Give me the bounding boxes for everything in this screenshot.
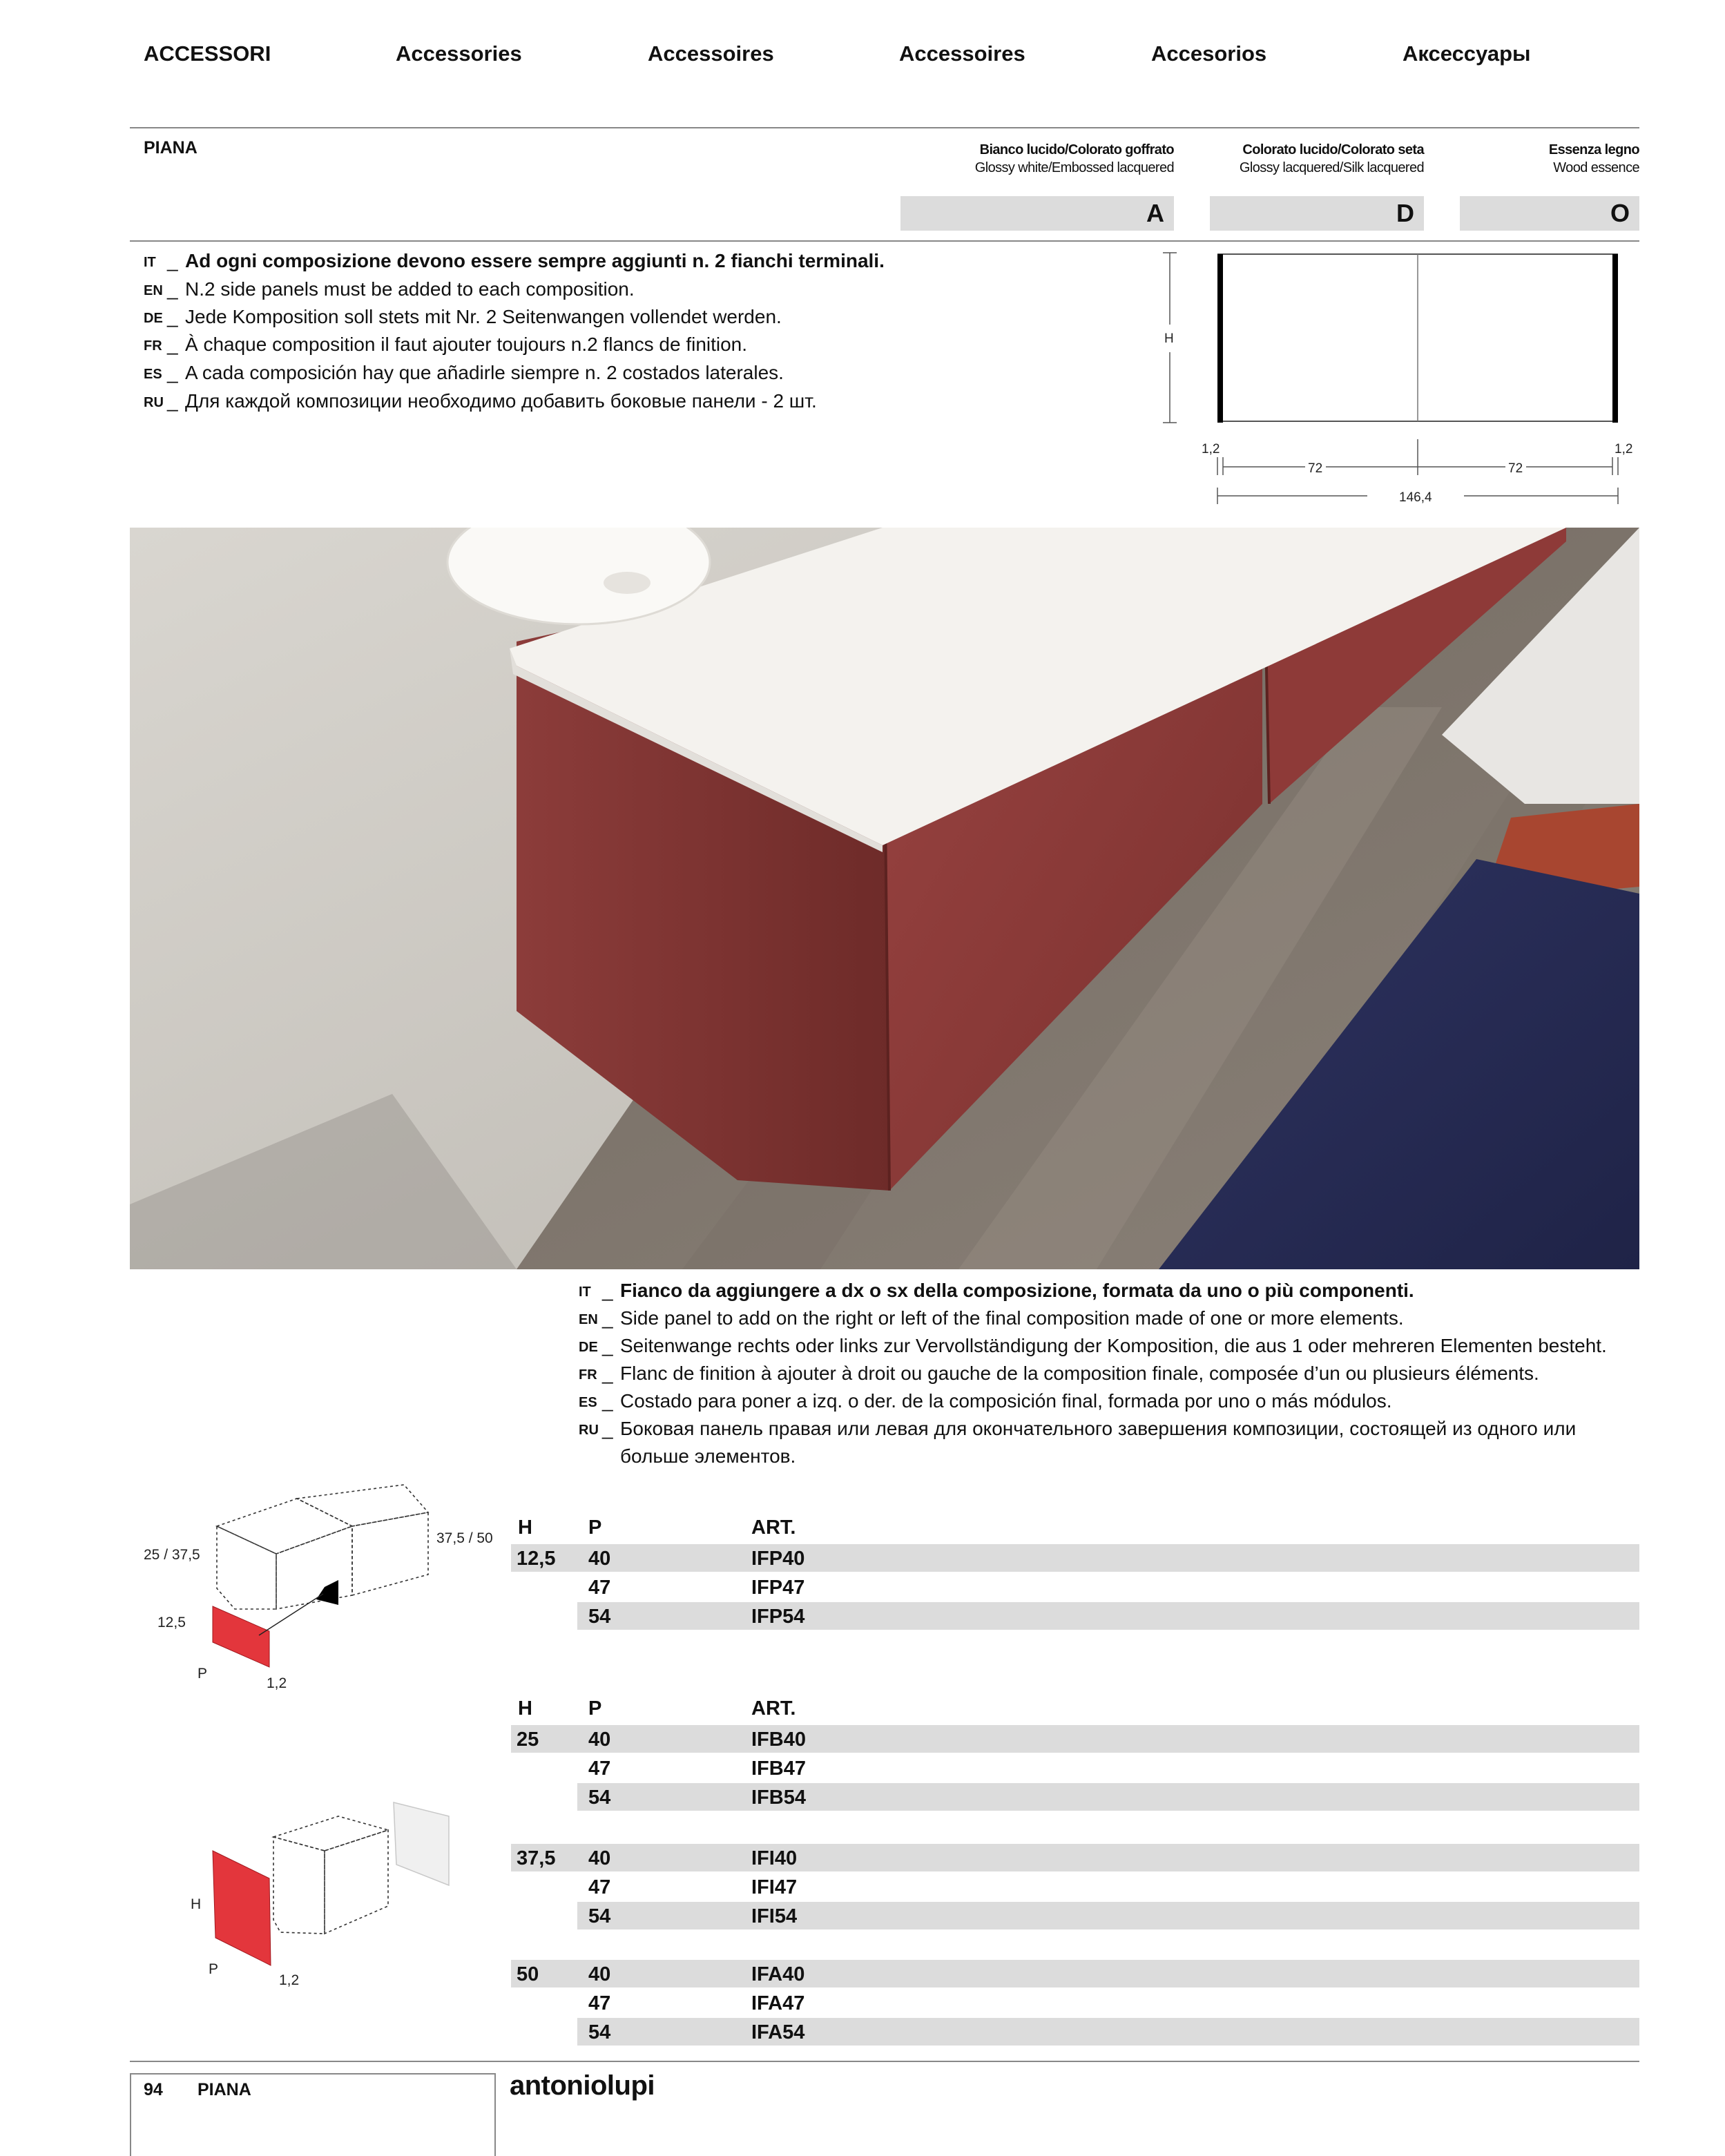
cell-art: IFB54 <box>751 1787 806 1809</box>
dim-right-h: 37,5 / 50 <box>436 1530 493 1546</box>
cell-p: 40 <box>588 1847 611 1869</box>
footer-box <box>130 2073 496 2156</box>
dim-p: P <box>197 1666 208 1682</box>
table-row <box>577 2018 1639 2046</box>
note-mid-ru: RU _ Боковая панель правая или левая для окончательного завершения композиции, состоящей из одного или <box>579 1415 1576 1444</box>
cell-p: 54 <box>588 1905 611 1927</box>
cell-p: 54 <box>588 1606 611 1628</box>
table1-header-art: ART. <box>751 1517 796 1539</box>
cell-art: IFI54 <box>751 1905 798 1927</box>
page-number: 94 <box>144 2080 163 2099</box>
dim-right-side: 1,2 <box>1615 442 1633 456</box>
product-name: PIANA <box>144 138 197 157</box>
finish-o-subtitle: Wood essence <box>1553 160 1639 175</box>
finish-d-code: D <box>1210 196 1424 231</box>
cell-art: IFP40 <box>751 1548 805 1570</box>
finish-d-subtitle: Glossy lacquered/Silk lacquered <box>1239 160 1424 175</box>
table-row <box>577 1989 1639 2017</box>
table2-header-p: P <box>588 1697 602 1720</box>
header-lang-it: ACCESSORI <box>144 41 271 66</box>
table1-header-p: P <box>588 1517 602 1539</box>
note-text: Seitenwange rechts oder links zur Vervollständigung der Komposition, die aus 1 oder mehreren Elementen besteht. <box>620 1335 1607 1356</box>
divider-footer <box>130 2061 1639 2062</box>
note-text: Costado para poner a izq. o der. de la composición final, formada por uno o más módulos. <box>620 1390 1392 1412</box>
finish-a-label <box>898 141 1174 177</box>
note-mid-de: DE _ Seitenwange rechts oder links zur Vervollständigung der Komposition, die aus 1 oder mehreren Elementen besteht. <box>579 1332 1607 1361</box>
dim-panel-h: 12,5 <box>157 1615 186 1630</box>
cell-p: 40 <box>588 1548 611 1570</box>
dim-right-width: 72 <box>1508 461 1523 476</box>
cell-art: IFP54 <box>751 1606 805 1628</box>
cell-art: IFB47 <box>751 1758 806 1780</box>
note-mid-es: ES _ Costado para poner a izq. o der. de la composición final, formada por uno o más módulos. <box>579 1387 1392 1416</box>
lang-code: IT <box>144 254 156 270</box>
table-row <box>577 1725 1639 1753</box>
note-mid-it: IT _ Fianco da aggiungere a dx o sx della composizione, formata da uno o più componenti. <box>579 1277 1414 1306</box>
dim-thickness: 1,2 <box>279 1972 300 1988</box>
header-lang-es: Accesorios <box>1151 41 1267 66</box>
dim-left-side: 1,2 <box>1202 442 1220 456</box>
cell-p: 47 <box>588 1992 611 2014</box>
dim-left-width: 72 <box>1308 461 1323 476</box>
header-lang-fr: Accessoires <box>899 41 1025 66</box>
finish-a-title: Bianco lucido/Colorato goffrato <box>979 142 1174 157</box>
note-top-fr: FR _ À chaque composition il faut ajouter toujours n.2 flancs de finition. <box>144 331 747 360</box>
dim-h: H <box>1164 331 1174 346</box>
lang-code: ES <box>579 1394 597 1410</box>
note-top-it: IT _ Ad ogni composizione devono essere sempre aggiunti n. 2 fianchi terminali. <box>144 247 885 276</box>
table-row <box>577 1873 1639 1900</box>
lang-code: IT <box>579 1284 591 1300</box>
header-lang-ru: Аксессуары <box>1403 41 1531 66</box>
note-text: Jede Komposition soll stets mit Nr. 2 Seitenwangen vollendet werden. <box>185 306 782 327</box>
cell-p: 40 <box>588 1963 611 1985</box>
cell-art: IFI47 <box>751 1876 798 1898</box>
table2-header-h: H <box>518 1697 532 1720</box>
lang-code: FR <box>579 1367 597 1383</box>
note-mid-en: EN _ Side panel to add on the right or left of the final composition made of one or more elements. <box>579 1305 1404 1334</box>
note-text: Fianco da aggiungere a dx o sx della composizione, formata da uno o più componenti. <box>620 1280 1414 1301</box>
cell-art: IFA54 <box>751 2021 805 2043</box>
cell-p: 47 <box>588 1876 611 1898</box>
lang-code: ES <box>144 366 162 382</box>
note-top-de: DE _ Jede Komposition soll stets mit Nr. 2 Seitenwangen vollendet werden. <box>144 303 782 332</box>
table-row <box>577 1783 1639 1811</box>
note-top-en: EN _ N.2 side panels must be added to each composition. <box>144 276 635 305</box>
cell-art: IFA47 <box>751 1992 805 2014</box>
note-text: больше элементов. <box>620 1445 796 1467</box>
table-row <box>577 1754 1639 1782</box>
brand-logo: antoniolupi <box>510 2070 655 2101</box>
table-row <box>577 1844 1639 1871</box>
dim-h: H <box>191 1896 202 1912</box>
table1-header-h: H <box>518 1517 532 1539</box>
lang-code: RU <box>144 394 164 410</box>
note-text: N.2 side panels must be added to each composition. <box>185 278 635 300</box>
panel-diagram-tall <box>131 1782 504 2003</box>
note-text: Ad ogni composizione devono essere sempre aggiunti n. 2 fianchi terminali. <box>185 250 885 271</box>
top-dimension-diagram <box>1146 242 1639 518</box>
lang-code: RU <box>579 1422 599 1438</box>
table-row <box>577 1902 1639 1929</box>
note-text: Side panel to add on the right or left of the final composition made of one or more elements. <box>620 1307 1404 1329</box>
note-mid-fr: FR _ Flanc de finition à ajouter à droit ou gauche de la composition finale, composée d’un ou plusieurs éléments. <box>579 1360 1539 1389</box>
lang-code: FR <box>144 338 162 354</box>
cell-art: IFP47 <box>751 1577 805 1599</box>
table1-h-value: 12,5 <box>517 1548 556 1570</box>
divider-top <box>130 127 1639 128</box>
table2-h-value: 50 <box>517 1963 539 1985</box>
header-lang-de: Accessoires <box>648 41 774 66</box>
lang-code: DE <box>144 310 163 326</box>
finish-d-title: Colorato lucido/Colorato seta <box>1242 142 1424 157</box>
dim-left-h: 25 / 37,5 <box>144 1547 200 1563</box>
table-row <box>577 1960 1639 1987</box>
finish-a-subtitle: Glossy white/Embossed lacquered <box>974 160 1174 175</box>
footer-section: PIANA <box>197 2080 251 2099</box>
finish-o-title: Essenza legno <box>1548 142 1639 157</box>
note-text: À chaque composition il faut ajouter toujours n.2 flancs de finition. <box>185 334 748 355</box>
note-text: A cada composición hay que añadirle siempre n. 2 costados laterales. <box>185 362 784 383</box>
dim-total-width: 146,4 <box>1399 490 1432 505</box>
cell-art: IFA40 <box>751 1963 805 1985</box>
table2-header-art: ART. <box>751 1697 796 1720</box>
product-photo <box>130 528 1639 1269</box>
cell-p: 54 <box>588 1787 611 1809</box>
finish-o-code: O <box>1460 196 1639 231</box>
table-row <box>577 1602 1639 1630</box>
cell-art: IFI40 <box>751 1847 798 1869</box>
note-top-ru: RU _ Для каждой композиции необходимо добавить боковые панели - 2 шт. <box>144 387 817 416</box>
finish-a-code: A <box>900 196 1174 231</box>
note-text: Flanc de finition à ajouter à droit ou gauche de la composition finale, composée d’un ou plusieurs éléments. <box>620 1363 1539 1384</box>
lang-code: DE <box>579 1339 598 1355</box>
cell-p: 47 <box>588 1577 611 1599</box>
panel-diagram-low <box>131 1478 504 1699</box>
note-text: Для каждой композиции необходимо добавить боковые панели - 2 шт. <box>185 390 817 412</box>
lang-code: EN <box>579 1311 598 1327</box>
table-row <box>577 1573 1639 1601</box>
table2-h-value: 25 <box>517 1729 539 1751</box>
cell-p: 54 <box>588 2021 611 2043</box>
finish-o-label <box>1450 141 1639 177</box>
note-text: Боковая панель правая или левая для окончательного завершения композиции, состоящей из одного или <box>620 1418 1577 1439</box>
dim-thickness: 1,2 <box>267 1675 287 1691</box>
note-top-es: ES _ A cada composición hay que añadirle siempre n. 2 costados laterales. <box>144 359 784 388</box>
lang-code: EN <box>144 282 163 298</box>
table2-h-value: 37,5 <box>517 1847 556 1869</box>
note-mid-ru-cont <box>579 1443 796 1470</box>
cell-art: IFB40 <box>751 1729 806 1751</box>
cell-p: 40 <box>588 1729 611 1751</box>
cell-p: 47 <box>588 1758 611 1780</box>
header-lang-en: Accessories <box>396 41 522 66</box>
dim-p: P <box>209 1961 219 1977</box>
table-row <box>577 1544 1639 1572</box>
finish-d-label <box>1146 141 1424 177</box>
